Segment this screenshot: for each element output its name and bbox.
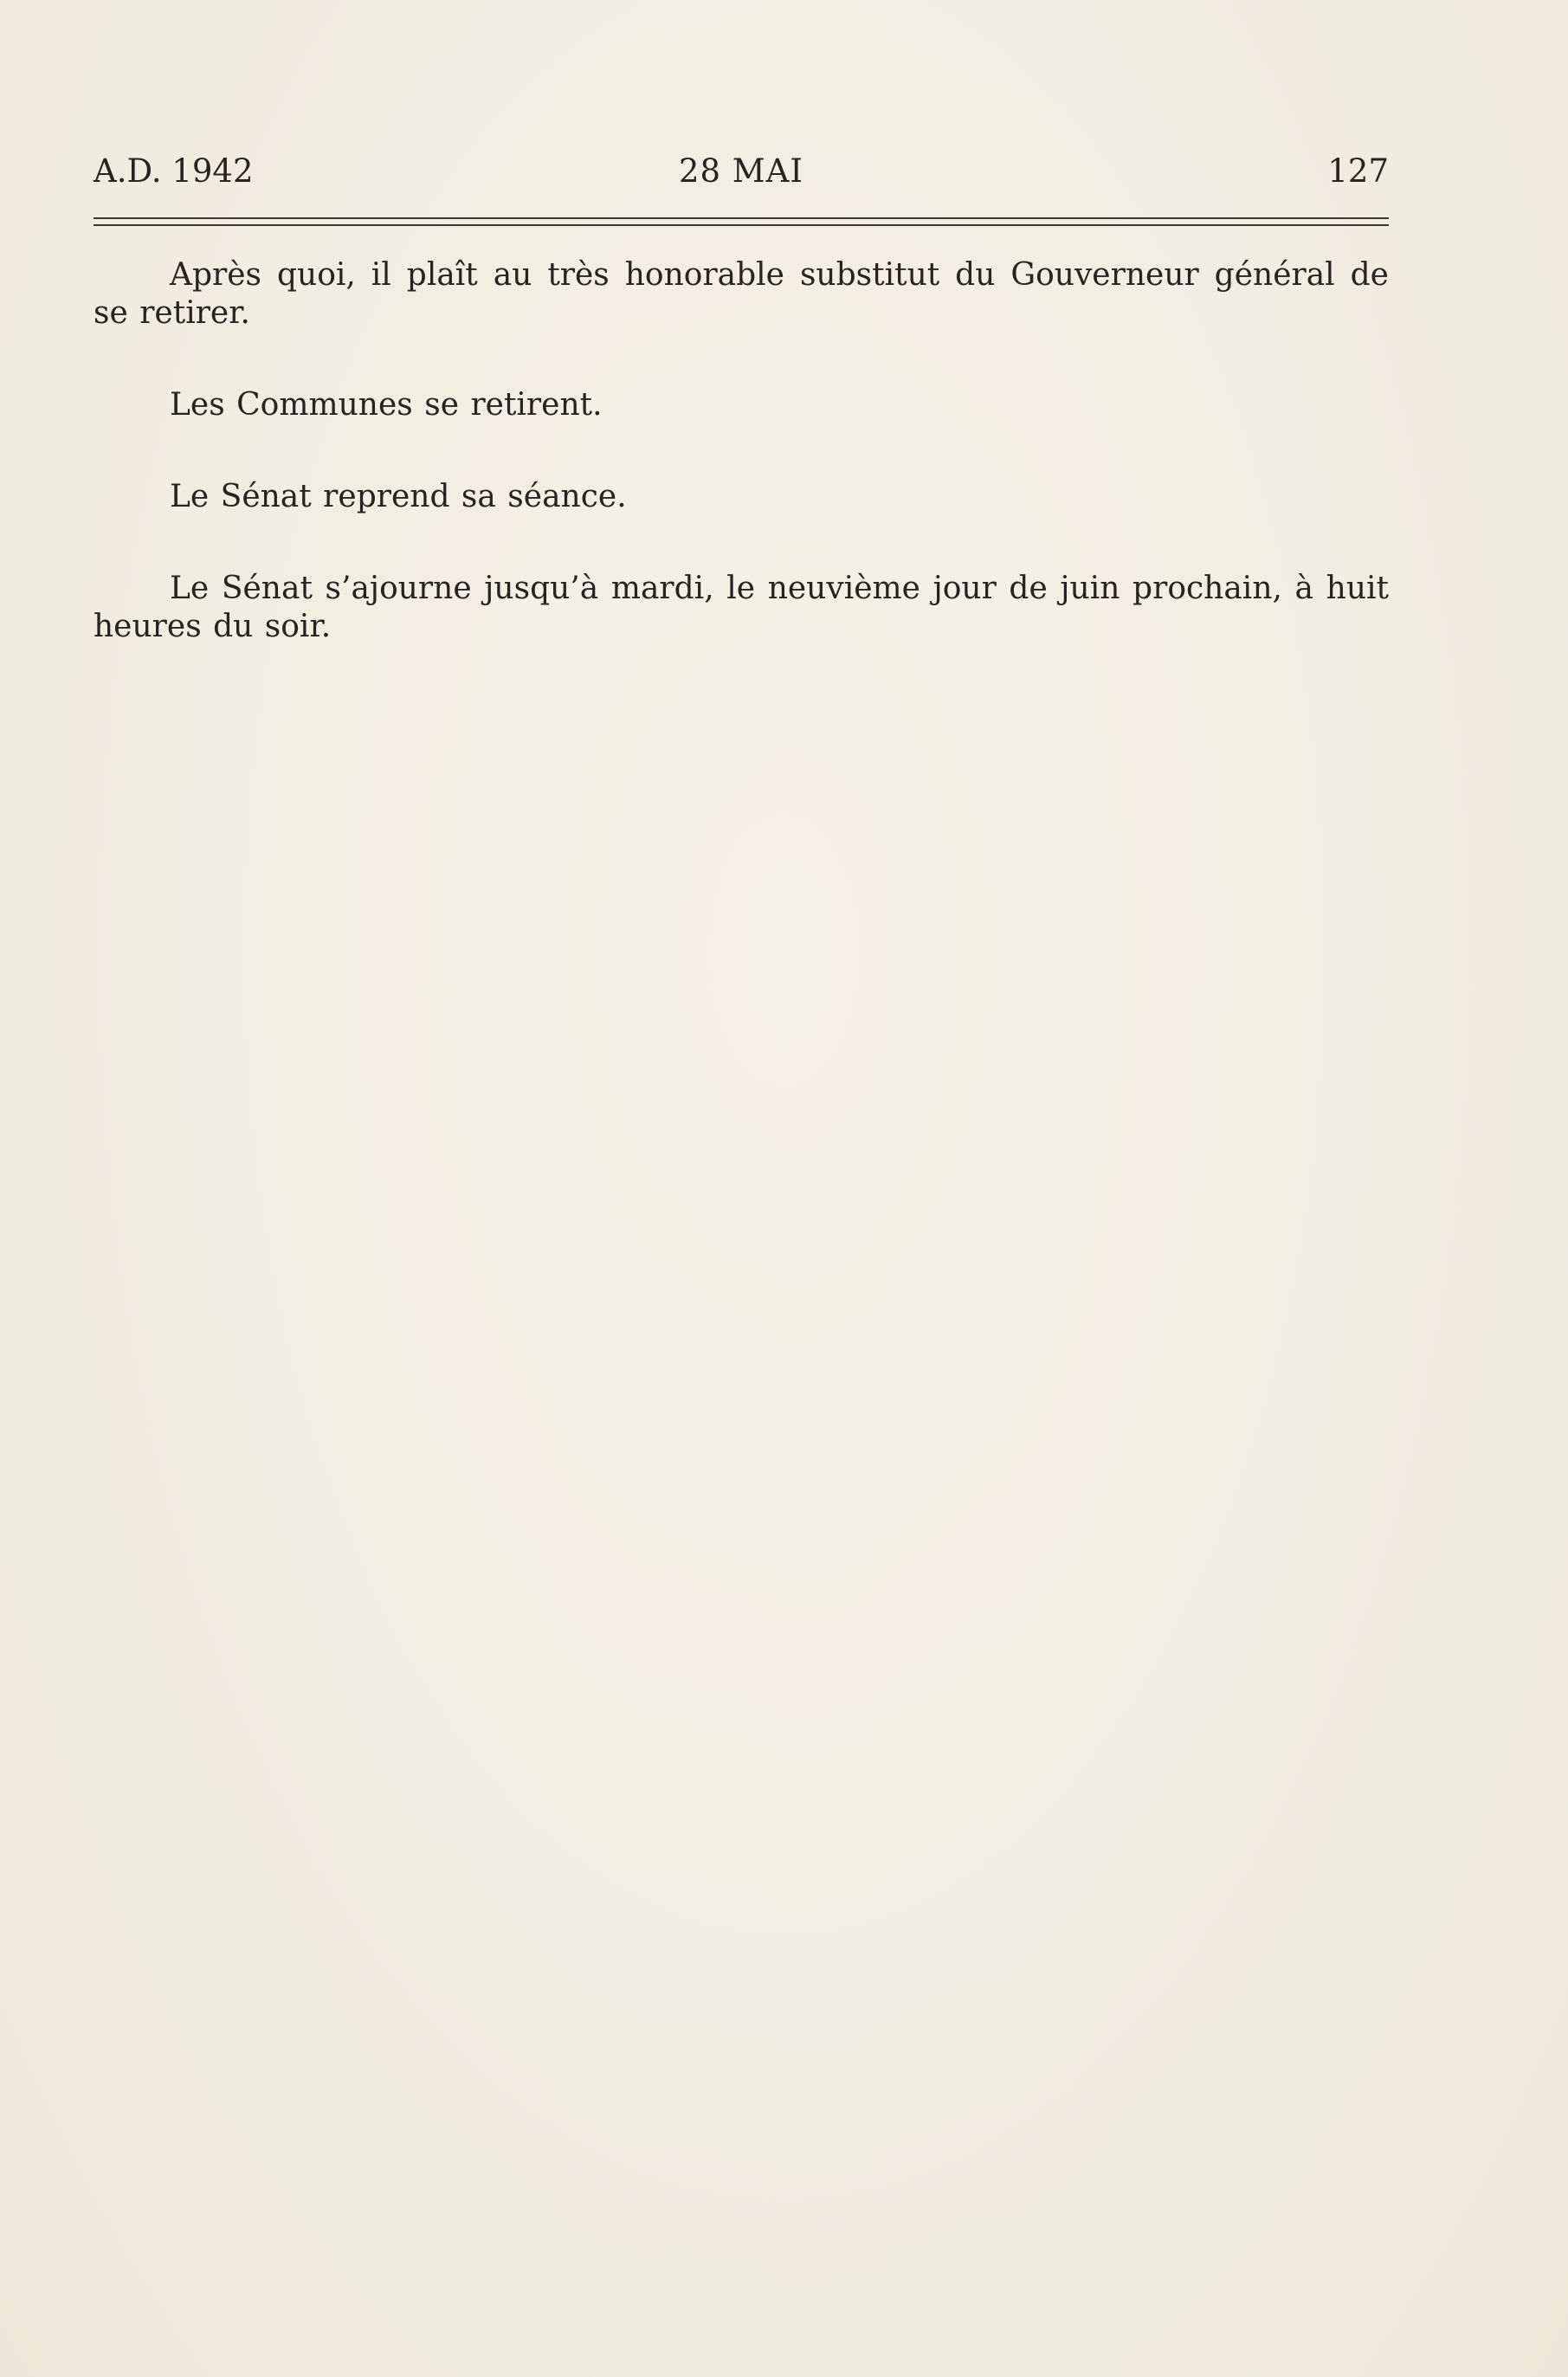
body-text bbox=[94, 256, 1389, 700]
paragraph-adjournment: Le Sénat s’ajourne jusqu’à mardi, le neuvième jour de juin prochain, à huit heures du soir. bbox=[94, 571, 1389, 644]
header-rule-top bbox=[94, 217, 1389, 219]
header-rule-bottom bbox=[94, 224, 1389, 226]
paragraph-commons-withdraw: Les Communes se retirent. bbox=[170, 387, 603, 423]
paragraph-senate-resumes: Le Sénat reprend sa séance. bbox=[170, 479, 627, 514]
page-number: 127 bbox=[1327, 152, 1389, 190]
header-year: A.D. 1942 bbox=[94, 152, 254, 190]
header-date: 28 MAI bbox=[678, 152, 804, 190]
paragraph-withdrawal: Après quoi, il plaît au très honorable substitut du Gouverneur général de se retirer. bbox=[94, 257, 1389, 331]
running-head bbox=[94, 147, 1389, 196]
